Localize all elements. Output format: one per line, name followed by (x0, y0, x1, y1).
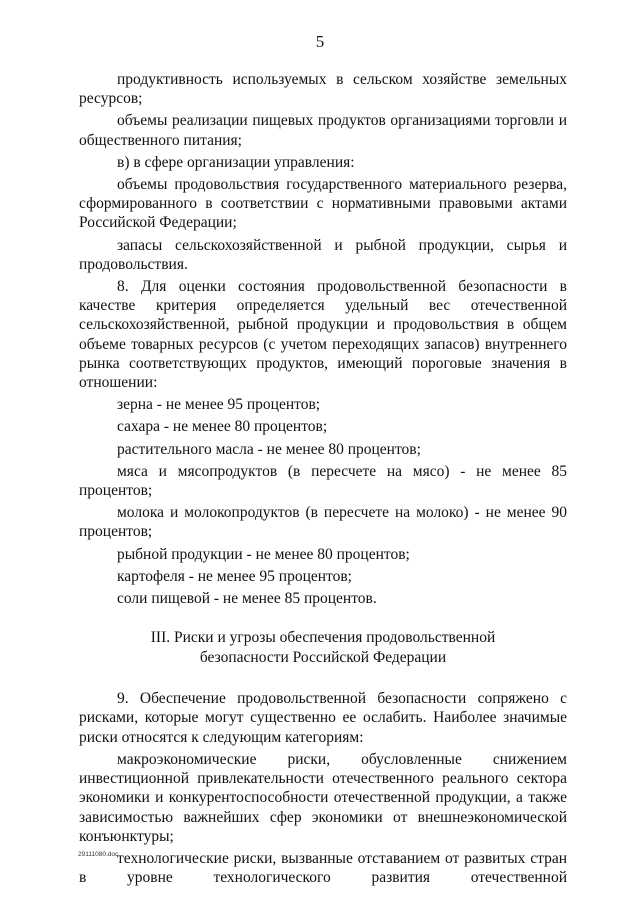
threshold-sugar: сахара - не менее 80 процентов; (117, 418, 328, 436)
threshold-vegetable-oil: растительного масла - не менее 80 процентов; (117, 440, 421, 458)
paragraph: запасы сельскохозяйственной и рыбной продукции, сырья и продовольствия. (79, 236, 567, 273)
paragraph: объемы реализации пищевых продуктов организациями торговли и общественного питания; (79, 112, 567, 149)
section-heading-line-2: безопасности Российской Федерации (199, 649, 447, 667)
paragraph-item-8: 8. Для оценки состояния продовольственной безопасности в качестве критерия определяется удельный вес отечественной сельскохозяйственной, рыбной продукции и продовольствия в общем объеме товарных ресурсов (с учетом переходящих запасов) внутреннего рынка соответствующих продуктов, имеющий пороговые значения в отношении: (79, 278, 567, 392)
paragraph: продуктивность используемых в сельском хозяйстве земельных ресурсов; (79, 71, 567, 108)
document-body (79, 70, 567, 890)
threshold-milk: молока и молокопродуктов (в пересчете на молоко) - не менее 90 процентов; (79, 504, 567, 541)
threshold-salt: соли пищевой - не менее 85 процентов. (117, 590, 377, 608)
threshold-potato: картофеля - не менее 95 процентов; (117, 567, 352, 585)
threshold-grain: зерна - не менее 95 процентов; (117, 396, 321, 414)
footer-file-code: 29111080.doc (78, 851, 119, 858)
paragraph: объемы продовольствия государственного материального резерва, сформированного в соответствии с нормативными правовыми актами Российской Федерации; (79, 176, 567, 232)
section-heading-line-1: III. Риски и угрозы обеспечения продовольственной (150, 629, 496, 647)
paragraph-macroeconomic-risks: макроэкономические риски, обусловленные снижением инвестиционной привлекательности отечественного реального сектора экономики и конкурентоспособности отечественной продукции, а также зависимостью важнейших сфер экономики от внешнеэкономической конъюнктуры; (79, 750, 567, 845)
page-number: 5 (315, 32, 325, 51)
section-heading (79, 628, 567, 668)
threshold-meat: мяса и мясопродуктов (в пересчете на мясо) - не менее 85 процентов; (79, 462, 567, 500)
paragraph-technological-risks: технологические риски, вызванные отставанием от развитых стран в уровне технологического развития отечественной (79, 849, 567, 887)
paragraph: в) в сфере организации управления: (117, 153, 355, 171)
threshold-fish: рыбной продукции - не менее 80 процентов; (117, 545, 410, 563)
paragraph-item-9: 9. Обеспечение продовольственной безопасности сопряжено с рисками, которые могут существенно ее ослабить. Наиболее значимые риски относятся к следующим категориям: (79, 690, 567, 746)
